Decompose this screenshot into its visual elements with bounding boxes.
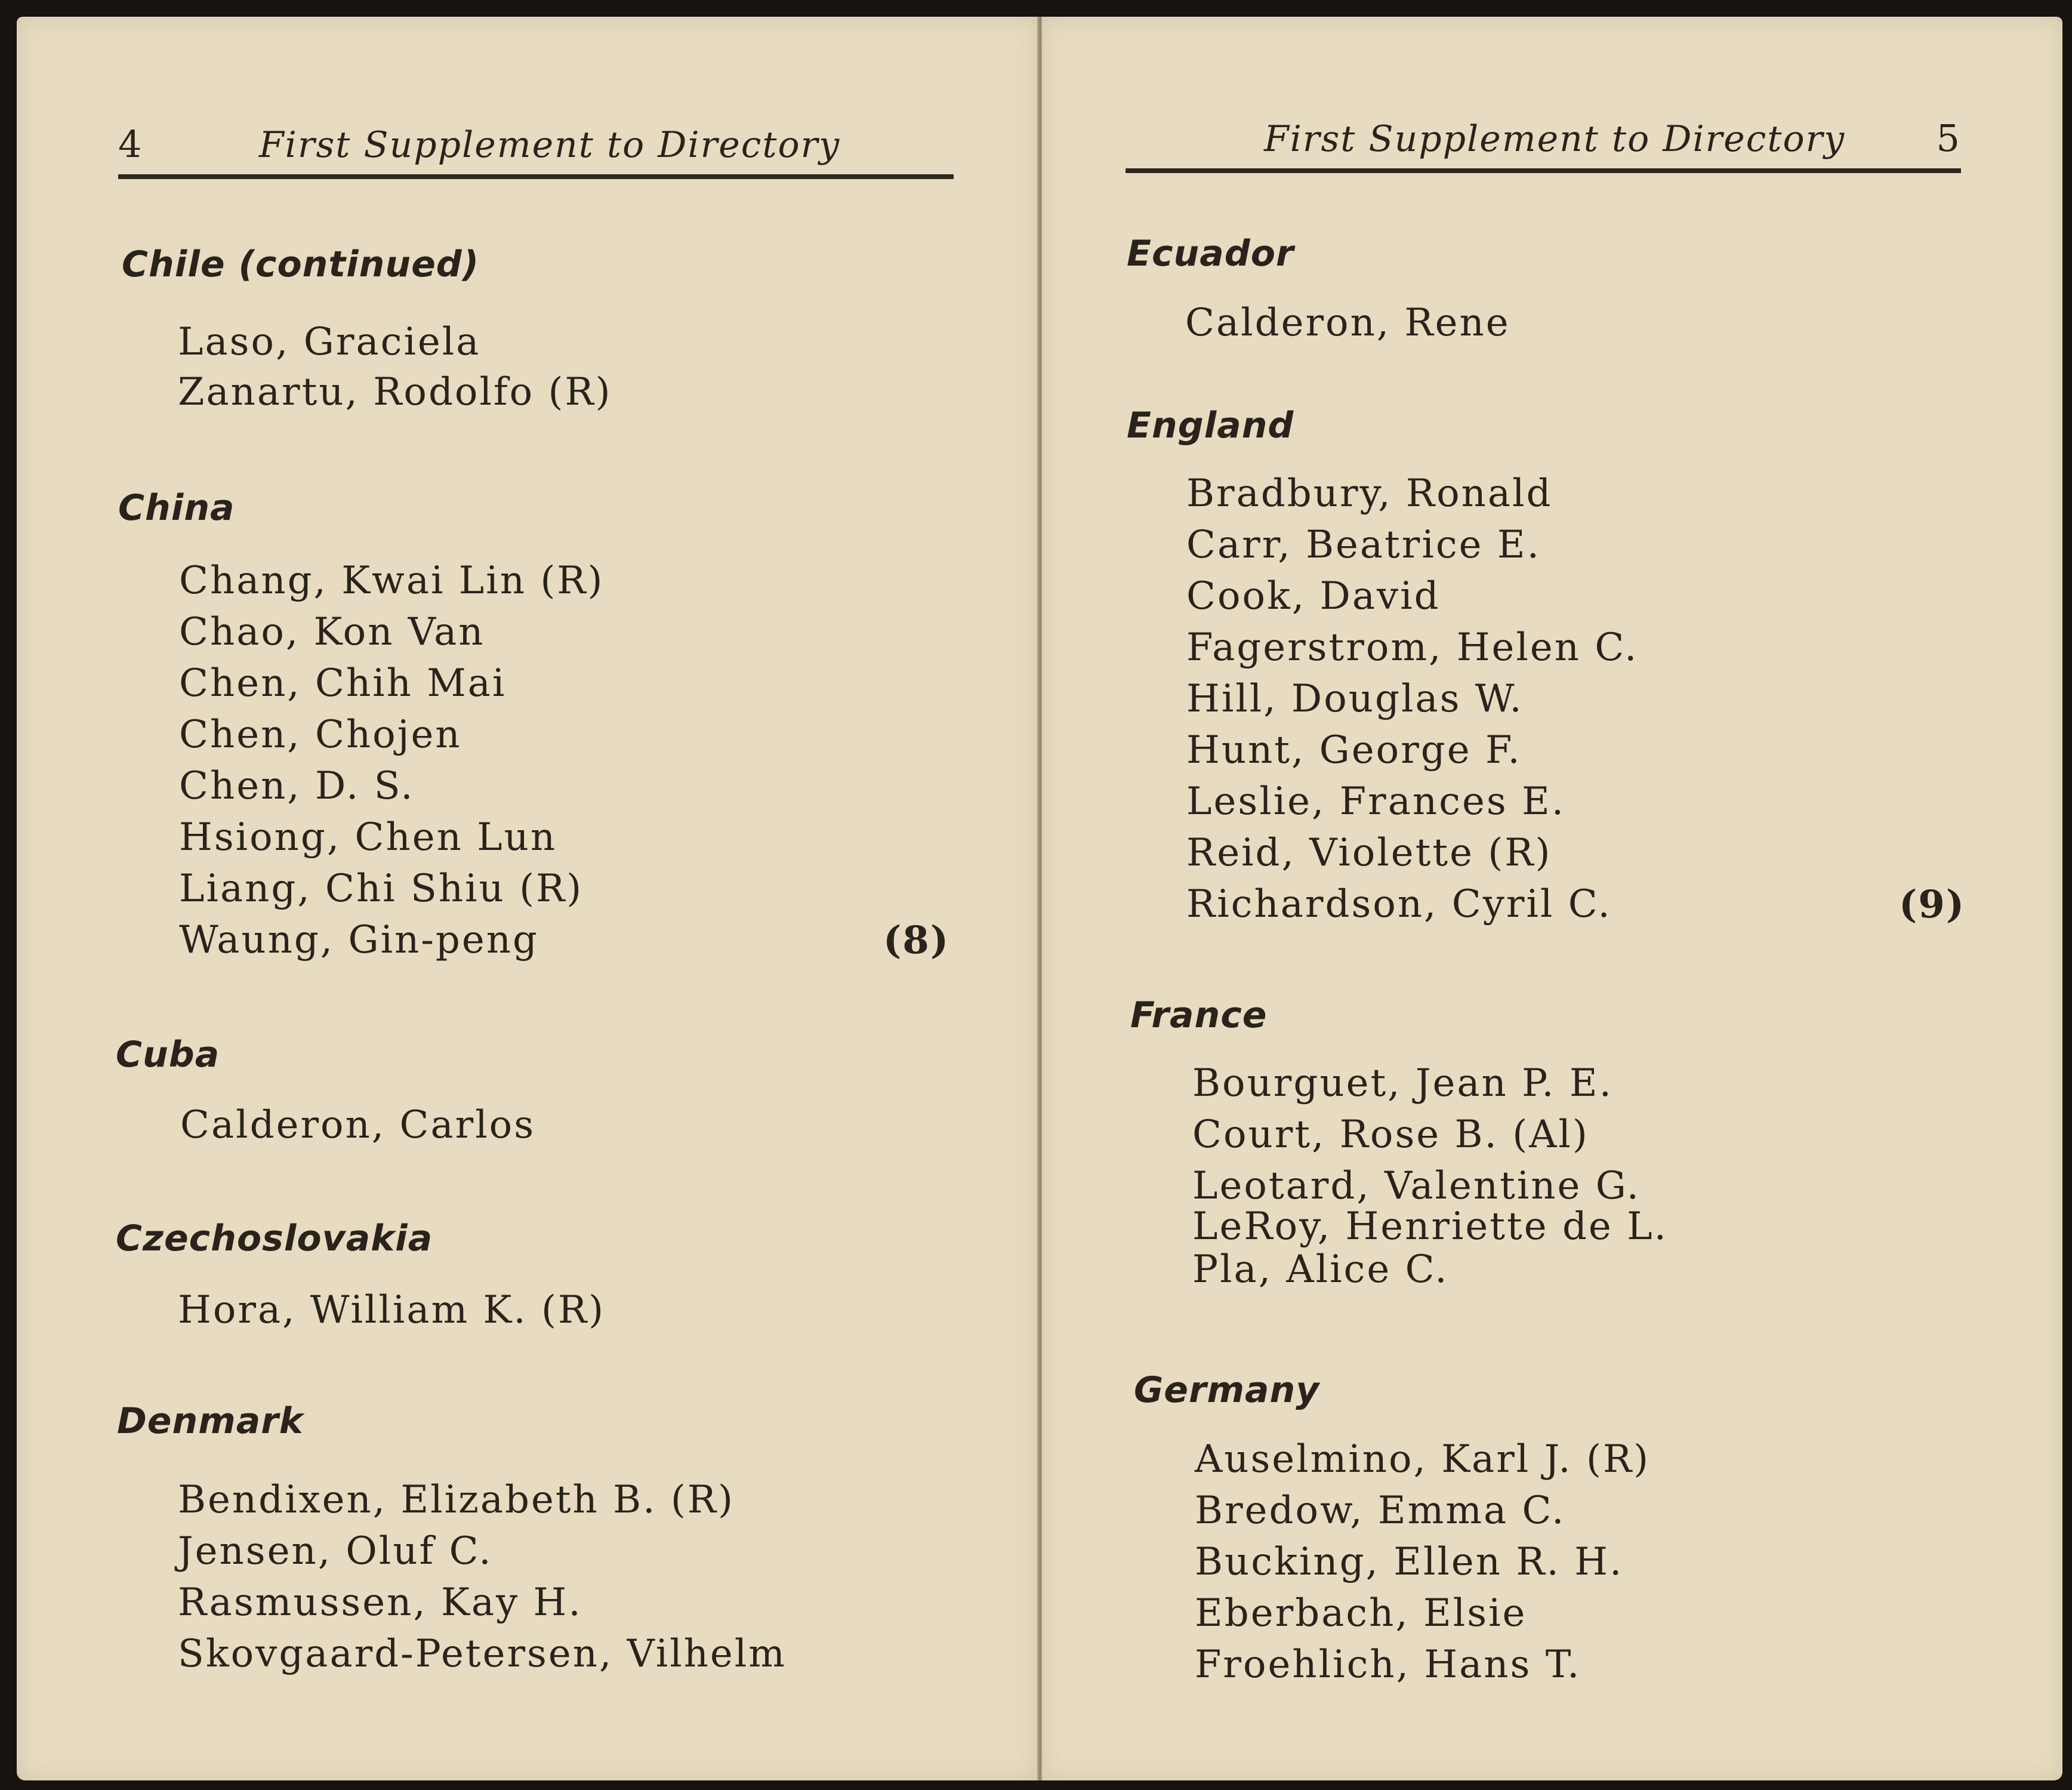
directory-entry: Chao, Kon Van xyxy=(179,610,485,654)
directory-entry: Hunt, George F. xyxy=(1186,728,1522,772)
directory-entry: Froehlich, Hans T. xyxy=(1195,1643,1581,1687)
directory-entry: Hsiong, Chen Lun xyxy=(179,815,557,859)
directory-entry: Carr, Beatrice E. xyxy=(1186,523,1541,567)
directory-entry: Hora, William K. (R) xyxy=(178,1288,606,1332)
directory-entry: Court, Rose B. (Al) xyxy=(1192,1113,1589,1157)
left-page-header xyxy=(118,124,954,179)
right-page-header xyxy=(1126,118,1961,173)
right-page xyxy=(1042,17,2062,1780)
directory-entry: Leotard, Valentine G. xyxy=(1192,1164,1641,1208)
directory-entry: Calderon, Carlos xyxy=(180,1103,536,1147)
directory-entry: Rasmussen, Kay H. xyxy=(178,1581,582,1625)
directory-entry: Laso, Graciela xyxy=(178,320,481,364)
section-count: (9) xyxy=(1899,882,1966,927)
directory-entry: Fagerstrom, Helen C. xyxy=(1186,626,1639,670)
directory-entry: Cook, David xyxy=(1186,574,1441,618)
directory-entry: Chang, Kwai Lin (R) xyxy=(179,559,605,603)
directory-entry: Eberbach, Elsie xyxy=(1195,1591,1527,1635)
directory-entry: Waung, Gin-peng xyxy=(179,918,539,962)
running-title: First Supplement to Directory xyxy=(1264,118,1846,160)
country-heading: Ecuador xyxy=(1127,233,1294,275)
directory-entry: Skovgaard-Petersen, Vilhelm xyxy=(178,1632,787,1676)
directory-entry: Chen, Chojen xyxy=(179,713,462,757)
left-page xyxy=(17,17,1037,1780)
country-heading: Czechoslovakia xyxy=(116,1218,433,1259)
running-title: First Supplement to Directory xyxy=(259,124,841,166)
directory-entry: Bucking, Ellen R. H. xyxy=(1195,1540,1624,1584)
country-heading: Germany xyxy=(1134,1369,1320,1411)
country-heading: Chile (continued) xyxy=(122,244,480,285)
directory-entry: Zanartu, Rodolfo (R) xyxy=(178,370,612,414)
directory-entry: Calderon, Rene xyxy=(1185,301,1510,345)
directory-entry: Richardson, Cyril C. xyxy=(1186,882,1612,926)
directory-entry: LeRoy, Henriette de L. xyxy=(1192,1204,1668,1249)
country-heading: France xyxy=(1130,994,1268,1036)
directory-entry: Bredow, Emma C. xyxy=(1195,1489,1566,1533)
directory-entry: Bendixen, Elizabeth B. (R) xyxy=(178,1478,735,1522)
directory-entry: Leslie, Frances E. xyxy=(1186,780,1566,824)
directory-entry: Chen, Chih Mai xyxy=(179,661,507,705)
page-number: 5 xyxy=(1936,116,1961,160)
directory-entry: Liang, Chi Shiu (R) xyxy=(179,867,584,911)
country-heading: England xyxy=(1127,405,1294,446)
directory-entry: Jensen, Oluf C. xyxy=(178,1529,493,1573)
page-number: 4 xyxy=(118,122,143,166)
directory-entry: Bradbury, Ronald xyxy=(1186,472,1553,516)
directory-entry: Hill, Douglas W. xyxy=(1186,677,1524,721)
section-count: (8) xyxy=(883,918,950,963)
directory-entry: Chen, D. S. xyxy=(179,764,415,808)
country-heading: Denmark xyxy=(117,1400,304,1442)
country-heading: Cuba xyxy=(116,1034,220,1076)
country-heading: China xyxy=(118,487,235,529)
directory-entry: Auselmino, Karl J. (R) xyxy=(1195,1437,1651,1481)
directory-entry: Bourguet, Jean P. E. xyxy=(1192,1061,1613,1105)
directory-entry: Reid, Violette (R) xyxy=(1186,831,1552,875)
directory-entry: Pla, Alice C. xyxy=(1192,1247,1449,1292)
